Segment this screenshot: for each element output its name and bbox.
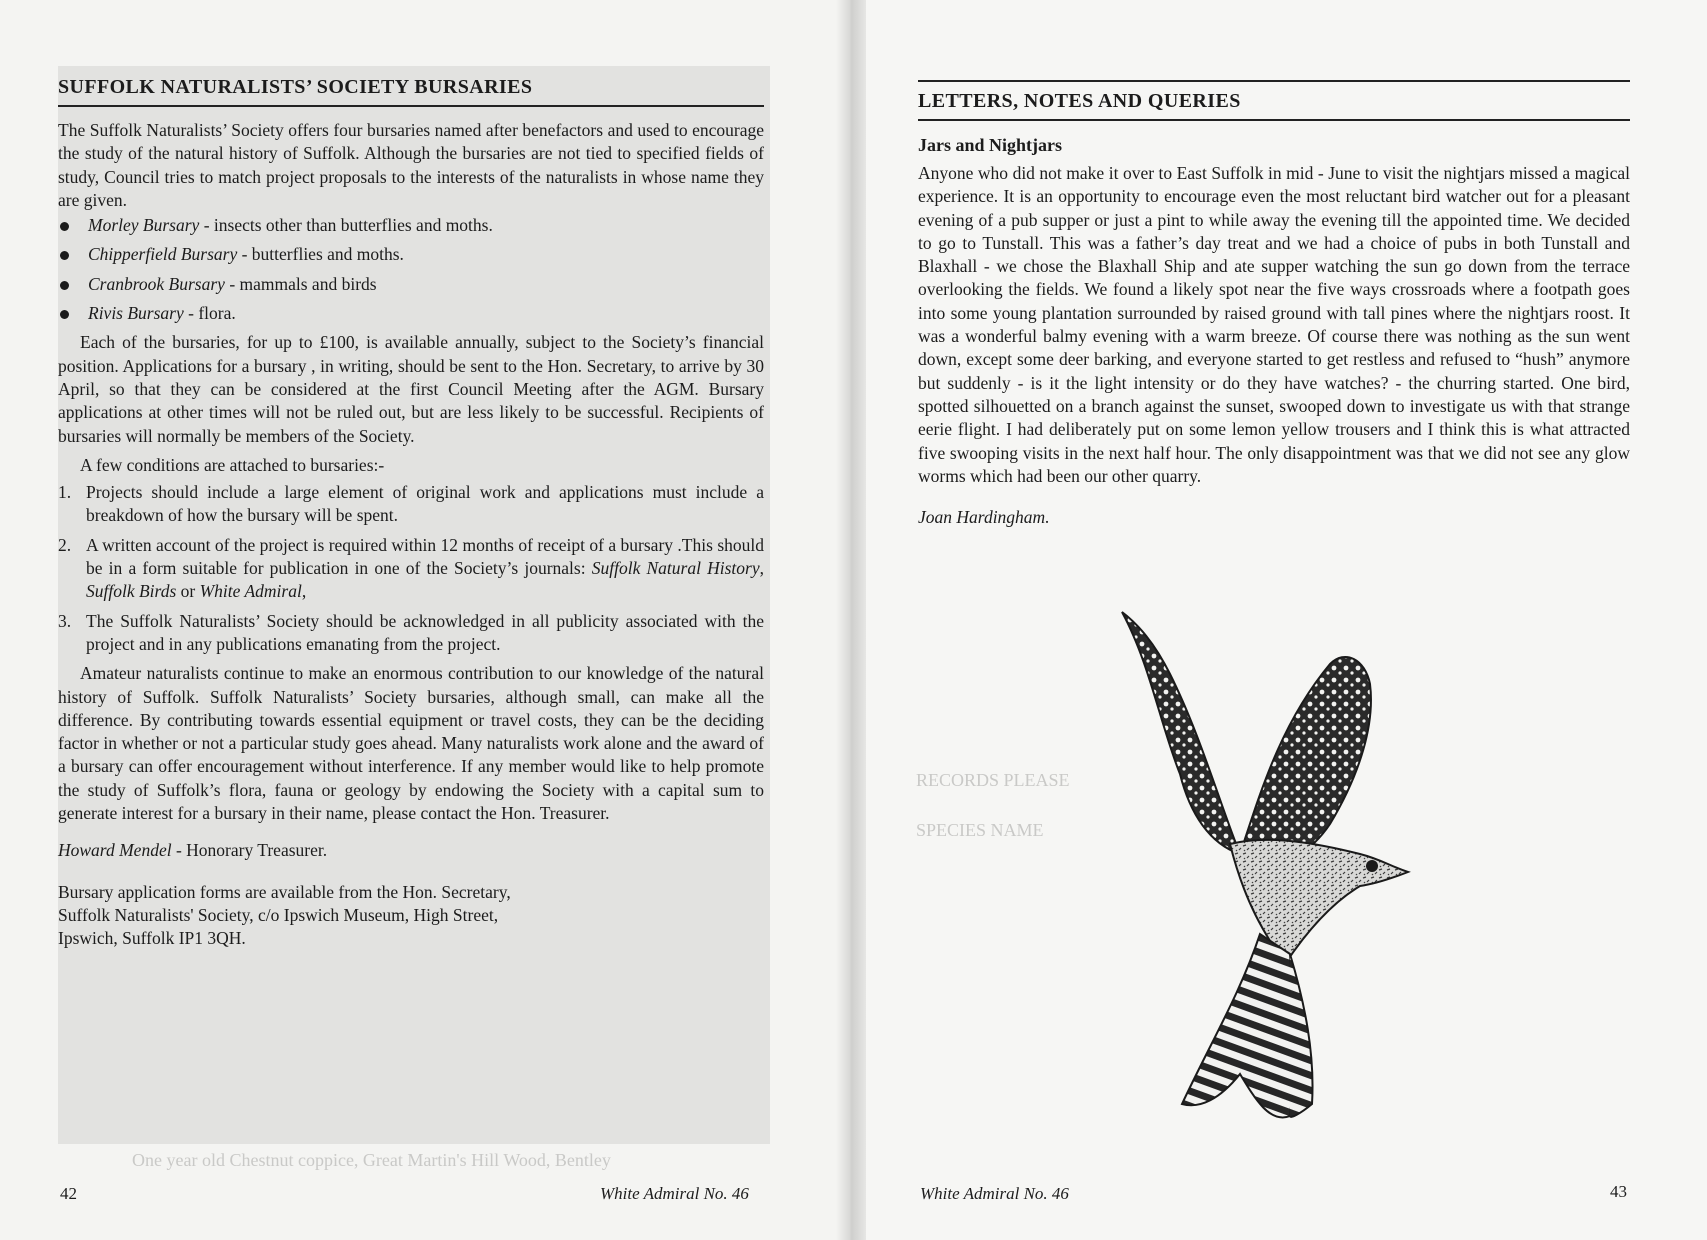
book-gutter — [836, 0, 866, 1240]
bursary-name: Morley Bursary — [88, 215, 200, 236]
list-item — [58, 273, 764, 296]
list-item — [58, 610, 764, 657]
journal-name: Suffolk Birds — [86, 581, 177, 602]
address-line: Suffolk Naturalists' Society, c/o Ipswich Museum, High Street, — [58, 904, 499, 925]
letter-body: Anyone who did not make it over to East Suffolk in mid - June to visit the nightjars missed a magical experience. It is an opportunity to encourage even the most reluctant bird watcher out for a pleasant evening of a pub supper or just a pint to while away the evening till the appointed time. We decided to go to Tunstall. This was a father’s day treat and we had a choice of pubs in both Tunstall and Blaxhall - we chose the Blaxhall Ship and ate supper watching the sun go down from the terrace overlooking the fields. We found a likely spot near the five ways crossroads where a footpath goes into some young plantation surrounded by raised ground with tall pines where the nightjars roost. It was a wonderful balmy evening with a warm breeze. Of course there was nothing as the sun went down, except some deer barking, and everyone started to get restless and refused to “hush” anymore but suddenly - is it the light intensity or do they have watches? - the churring started. One bird, spotted silhouetted on a branch against the sunset, swooped down to investigate us with that strange eerie flight. I had deliberately put on some lemon yellow trousers and I think this is what attracted five swooping visits in the next half hour. The only disappointment was that we did not see any glow worms which had been our other quarry. — [918, 163, 1630, 486]
item-number: 1. — [58, 482, 72, 503]
bird-eye — [1366, 860, 1378, 872]
left-wing — [1122, 612, 1240, 854]
right-article-title: LETTERS, NOTES AND QUERIES — [918, 80, 1630, 121]
list-item — [58, 481, 764, 528]
item-number: 3. — [58, 610, 72, 631]
signature-name: Howard Mendel — [58, 840, 172, 861]
bursary-desc: - mammals and birds — [224, 273, 377, 294]
list-item — [58, 302, 764, 325]
separator: or — [176, 581, 200, 602]
left-article-title: SUFFOLK NATURALISTS’ SOCIETY BURSARIES — [58, 72, 764, 107]
bullet-icon — [60, 281, 69, 290]
bursary-name: Rivis Bursary — [88, 303, 184, 324]
show-through-text: SPECIES NAME — [916, 820, 1044, 840]
list-item — [58, 214, 764, 237]
show-through-text: RECORDS PLEASE — [916, 770, 1070, 790]
conditions-intro: A few conditions are attached to bursaries:- — [80, 454, 385, 475]
bullet-icon — [60, 251, 69, 260]
amateur-paragraph: Amateur naturalists continue to make an enormous contribution to our knowledge of the natural history of Suffolk. Suffolk Naturalists’ Society bursaries, although small, can make all the difference. By contributing towards essential equipment or travel costs, they can be the deciding factor in whether or not a particular study goes ahead. Many naturalists work alone and the award of a bursary can offer encouragement without interference. If any member would like to help promote the study of Suffolk’s flora, fauna or geology by endowing the Society with a capital sum to generate interest for a bursary in their name, please contact the Hon. Treasurer. — [58, 663, 764, 824]
bullet-icon — [60, 222, 69, 231]
running-footer-left: White Admiral No. 46 — [600, 1184, 749, 1203]
bird-tail — [1290, 954, 1313, 1117]
bursary-desc: - insects other than butterflies and moths. — [199, 215, 493, 236]
address-block — [58, 881, 764, 951]
signature-role: - Honorary Treasurer. — [171, 840, 328, 861]
list-item — [58, 534, 764, 604]
intro-paragraph: The Suffolk Naturalists’ Society offers four bursaries named after benefactors and used to encourage the study of the natural history of Suffolk. Although the bursaries are not tied to specified fields of study, Council tries to match project proposals to the interests of the naturalists in whose name they are given. — [58, 120, 764, 210]
letter-subheading: Jars and Nightjars — [918, 135, 1063, 155]
list-item — [58, 243, 764, 266]
bursary-list — [58, 214, 764, 325]
separator: , — [301, 581, 307, 602]
show-through-text: One year old Chestnut coppice, Great Martin's Hill Wood, Bentley — [132, 1150, 611, 1170]
conditions-list — [58, 481, 764, 656]
page-number-right: 43 — [1610, 1182, 1627, 1201]
bursary-desc: - flora. — [183, 303, 236, 324]
item-text: The Suffolk Naturalists’ Society should be acknowledged in all publicity associated with the project and in any publications emanating from the project. — [86, 610, 764, 654]
separator: , — [759, 558, 764, 579]
journal-name: White Admiral — [199, 581, 302, 602]
bullet-icon — [60, 310, 69, 319]
item-text: A written account of the project is required within 12 months of receipt of a bursary .This should be in a form suitable for publication in one of the Society’s journals: — [86, 534, 764, 579]
bird-tail — [1182, 934, 1294, 1118]
value-paragraph: Each of the bursaries, for up to £100, is available annually, subject to the Society’s financial position. Applications for a bursary , in writing, should be sent to the Hon. Secretary, to arrive by 30 April, so that they can be considered at the first Council Meeting after the AGM. Bursary applications at other times will not be ruled out, but are less likely to be successful. Recipients of bursaries will normally be members of the Society. — [58, 332, 764, 446]
right-article — [918, 80, 1630, 529]
letter-author: Joan Hardingham. — [918, 507, 1050, 528]
address-line: Ipswich, Suffolk IP1 3QH. — [58, 928, 246, 949]
address-line: Bursary application forms are available from the Hon. Secretary, — [58, 881, 511, 902]
bursary-name: Cranbrook Bursary — [88, 273, 225, 294]
item-text: Projects should include a large element of original work and applications must include a breakdown of how the bursary will be spent. — [86, 482, 764, 526]
bursary-desc: - butterflies and moths. — [237, 244, 404, 265]
bursary-name: Chipperfield Bursary — [88, 244, 238, 265]
nightjar-illustration — [1090, 604, 1450, 1144]
signature — [58, 839, 764, 862]
item-number: 2. — [58, 534, 72, 555]
page-number-left: 42 — [60, 1184, 77, 1203]
left-article — [58, 72, 764, 951]
journal-name: Suffolk Natural History — [591, 558, 760, 579]
running-footer-right: White Admiral No. 46 — [920, 1184, 1069, 1203]
